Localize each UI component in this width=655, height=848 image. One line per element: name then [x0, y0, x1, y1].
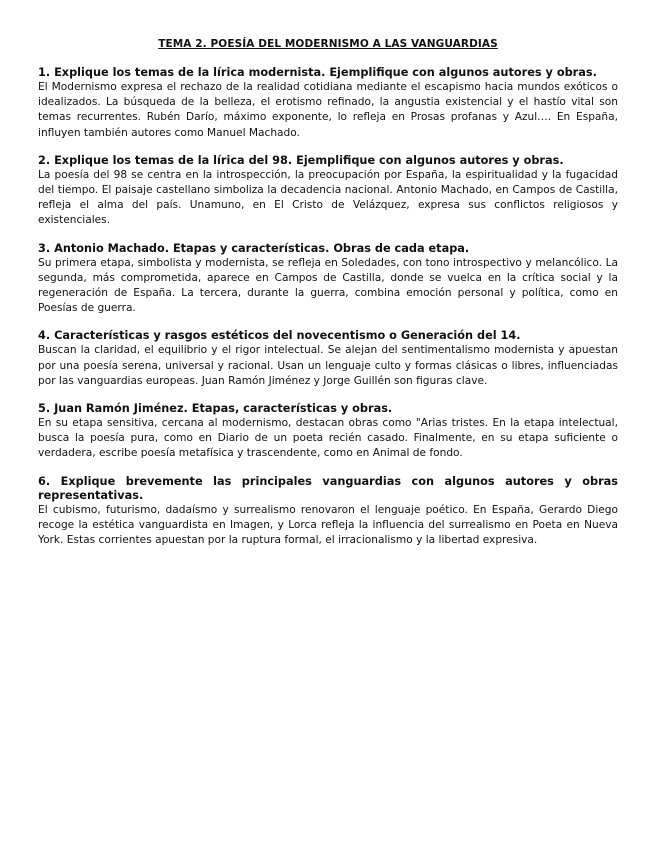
section-6 [38, 475, 618, 549]
section-question: 6. Explique brevemente las principales vanguardias con algunos autores y obras representativas. [38, 474, 618, 502]
section-1 [38, 66, 618, 141]
section-answer: El cubismo, futurismo, dadaísmo y surrealismo renovaron el lenguaje poético. En España, Gerardo Diego recoge la estética vanguardista en Imagen, y Lorca refleja la influencia del surrealismo en Poeta en Nueva York. Estas corrientes apuestan por la ruptura formal, el irracionalismo y la libertad expresiva. [38, 503, 618, 547]
section-2 [38, 154, 618, 229]
section-question: 5. Juan Ramón Jiménez. Etapas, características y obras. [38, 402, 393, 416]
section-answer: Su primera etapa, simbolista y modernista, se refleja en Soledades, con tono introspectivo y melancólico. La segunda, más comprometida, aparece en Campos de Castilla, donde se vuelca en la crítica social y la regeneración de España. La tercera, durante la guerra, combina emoción personal y política, como en Poesías de guerra. [38, 256, 618, 315]
section-3 [38, 242, 618, 317]
document-title: TEMA 2. POESÍA DEL MODERNISMO A LAS VANGUARDIAS [158, 38, 498, 50]
section-question: 3. Antonio Machado. Etapas y características. Obras de cada etapa. [38, 241, 470, 255]
section-answer: En su etapa sensitiva, cercana al modernismo, destacan obras como "Arias tristes. En la etapa intelectual, busca la poesía pura, como en Diario de un poeta recién casado. Finalmente, en su etapa suficiente o verdadera, escribe poesía metafísica y trascendente, como en Animal de fondo. [38, 417, 618, 460]
section-question: 4. Características y rasgos estéticos del novecentismo o Generación del 14. [38, 329, 521, 343]
section-4 [38, 329, 618, 389]
section-5 [38, 402, 618, 462]
section-answer: El Modernismo expresa el rechazo de la realidad cotidiana mediante el escapismo hacia mundos exóticos o idealizados. La búsqueda de la belleza, el erotismo refinado, la angustia existencial y el hastío vital son temas recurrentes. Rubén Darío, máximo exponente, lo refleja en Prosas profanas y Azul…. En España, influyen también autores como Manuel Machado. [38, 81, 618, 139]
section-question: 2. Explique los temas de la lírica del 98. Ejemplifique con algunos autores y obras. [38, 153, 564, 167]
section-answer: Buscan la claridad, el equilibrio y el rigor intelectual. Se alejan del sentimentalismo modernista y apuestan por una poesía serena, universal y racional. Usan un lenguaje culto y formas clásicas o libres, influenciadas por las vanguardias europeas. Juan Ramón Jiménez y Jorge Guillén son figuras clave. [38, 344, 618, 387]
section-answer: La poesía del 98 se centra en la introspección, la preocupación por España, la espiritualidad y la fugacidad del tiempo. El paisaje castellano simboliza la decadencia nacional. Antonio Machado, en Campos de Castilla, refleja el alma del país. Unamuno, en El Cristo de Velázquez, expresa sus conflictos religiosos y existenciales. [38, 168, 618, 227]
section-question: 1. Explique los temas de la lírica modernista. Ejemplifique con algunos autores y obras. [38, 66, 597, 79]
